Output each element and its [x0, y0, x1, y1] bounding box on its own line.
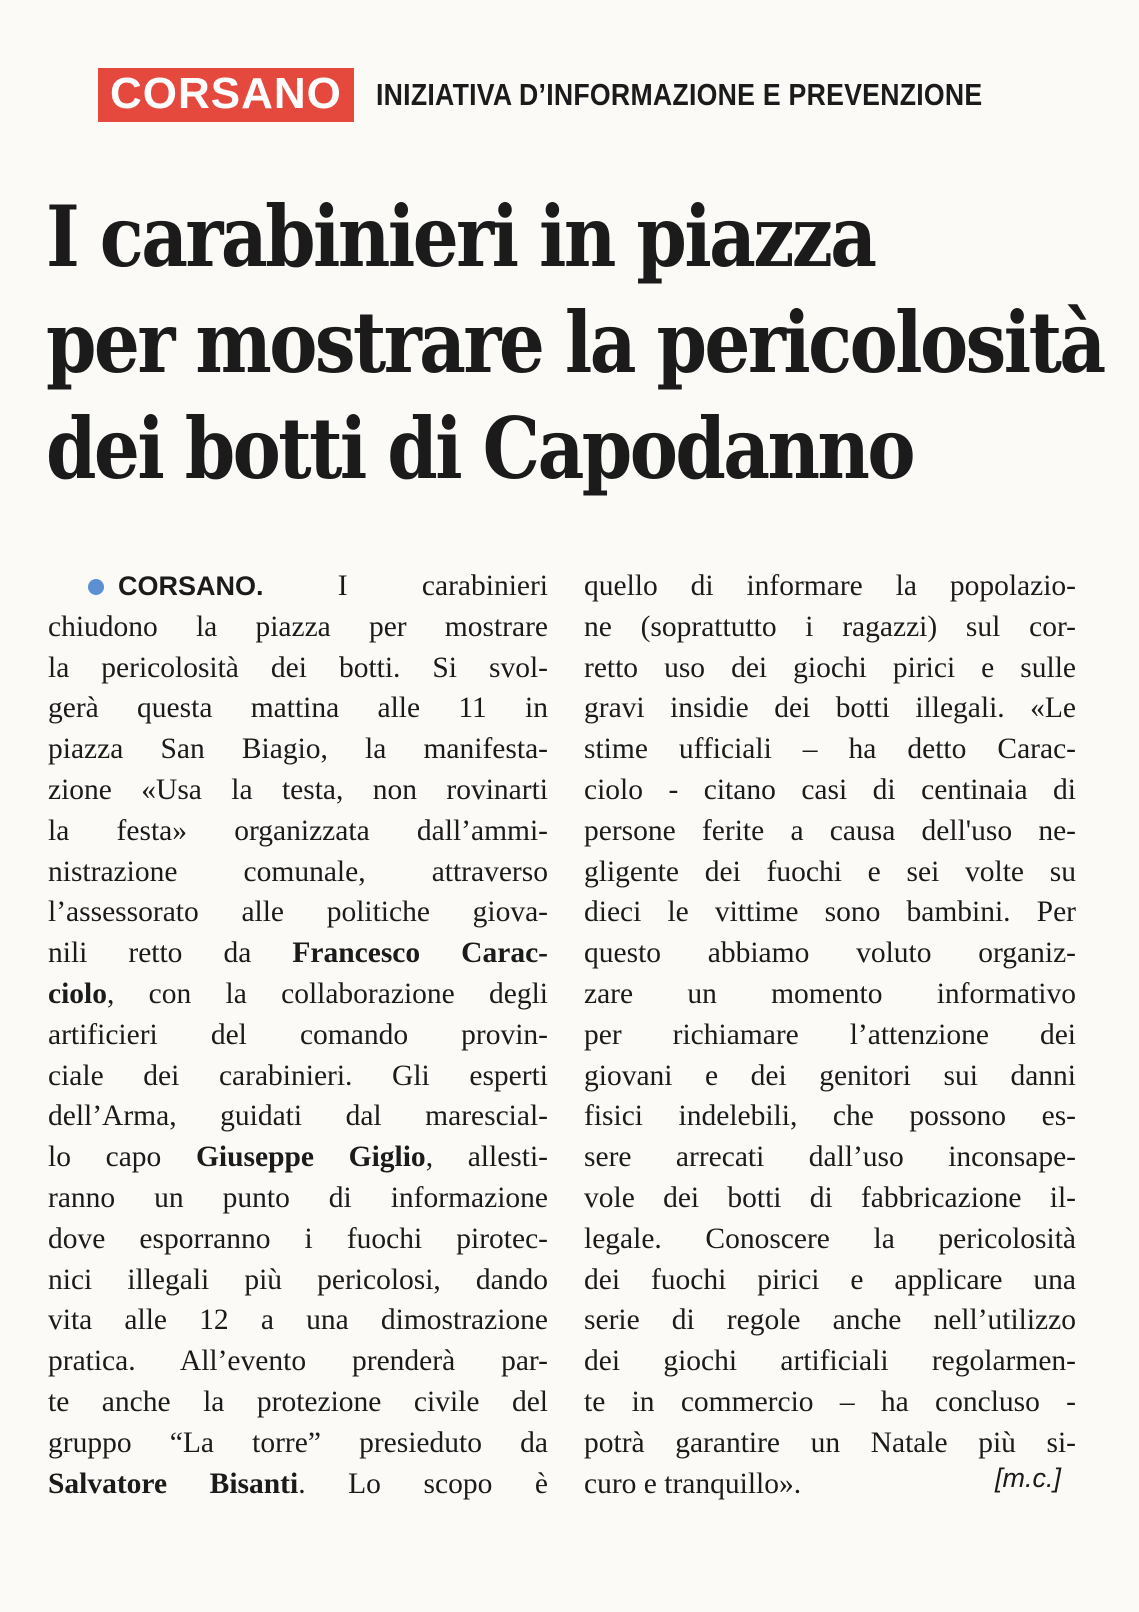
text-line: persone ferite a causa dell'uso ne- — [584, 814, 1076, 847]
person-name: Giuseppe Giglio — [195, 1141, 426, 1174]
text-line: lo capo Giuseppe Giglio, allesti- — [48, 1141, 548, 1174]
text-line: te anche la protezione civile del — [48, 1385, 548, 1418]
text-line: zione «Usa la testa, non rovinarti — [48, 773, 548, 806]
location-tag: CORSANO — [98, 68, 354, 122]
text-line: nici illegali più pericolosi, dando — [48, 1263, 548, 1296]
text-line: pratica. All’evento prenderà par- — [48, 1345, 548, 1378]
dateline: CORSANO. — [118, 571, 264, 601]
text-line: curo e tranquillo». — [584, 1467, 802, 1500]
person-name: Salvatore Bisanti — [48, 1467, 299, 1500]
person-name: ciolo — [48, 977, 107, 1010]
text-line: per richiamare l’attenzione dei — [584, 1018, 1076, 1051]
text-line: te in commercio – ha concluso - — [584, 1385, 1076, 1418]
text-line: dove esporranno i fuochi pirotec- — [48, 1222, 548, 1255]
text-line: CORSANO. I carabinieri — [48, 566, 548, 607]
article-column-2 — [584, 566, 1076, 1504]
text-line: dieci le vittime sono bambini. Per — [584, 896, 1076, 929]
text-line: dei giochi artificiali regolarmen- — [584, 1345, 1076, 1378]
text-line: gerà questa mattina alle 11 in — [48, 692, 548, 725]
text-line: giovani e dei genitori sui danni — [584, 1059, 1076, 1092]
text-line: zare un momento informativo — [584, 977, 1076, 1010]
text-line: la pericolosità dei botti. Si svol- — [48, 651, 548, 684]
section-label: INIZIATIVA D’INFORMAZIONE E PREVENZIONE — [375, 77, 983, 112]
person-name: Francesco Carac- — [292, 937, 548, 970]
text-line: piazza San Biagio, la manifesta- — [48, 733, 548, 766]
article-column-1 — [48, 566, 548, 1504]
text-line: ne (soprattutto i ragazzi) sul cor- — [584, 610, 1076, 643]
text-line: fisici indelebili, che possono es- — [584, 1100, 1076, 1133]
author-credit: [m.c.] — [995, 1463, 1061, 1493]
text-line: nili retto da Francesco Carac- — [48, 937, 548, 970]
text-line: sere arrecati dall’uso inconsape- — [584, 1141, 1076, 1174]
text-line: vita alle 12 a una dimostrazione — [48, 1304, 548, 1337]
headline — [46, 184, 1106, 502]
text-line: retto uso dei giochi pirici e sulle — [584, 651, 1076, 684]
text-line: gravi insidie dei botti illegali. «Le — [584, 692, 1076, 725]
kicker-bar — [98, 68, 1081, 122]
text-line: quello di informare la popolazio- — [584, 570, 1076, 602]
text-line: stime ufficiali – ha detto Carac- — [584, 733, 1076, 766]
text-line: nistrazione comunale, attraverso — [48, 855, 548, 888]
text-line: potrà garantire un Natale più si- — [584, 1426, 1076, 1459]
text-line: questo abbiamo voluto organiz- — [584, 937, 1076, 970]
text-line: la festa» organizzata dall’ammi- — [48, 814, 548, 847]
bullet-dot-icon — [88, 579, 104, 595]
text-line: Salvatore Bisanti. Lo scopo è — [48, 1467, 549, 1500]
text-line: gruppo “La torre” presieduto da — [48, 1426, 548, 1459]
headline-line: per mostrare la pericolosità — [46, 293, 1104, 392]
text-line: gligente dei fuochi e sei volte su — [584, 855, 1076, 888]
text-line: legale. Conoscere la pericolosità — [584, 1222, 1076, 1255]
text-line: artificieri del comando provin- — [48, 1018, 548, 1051]
text-line: chiudono la piazza per mostrare — [48, 610, 548, 643]
headline-line: I carabinieri in piazza — [46, 187, 875, 286]
text-line: ciolo - citano casi di centinaia di — [584, 773, 1076, 806]
text-line: dell’Arma, guidati dal marescial- — [48, 1100, 548, 1133]
text-line: ciolo, con la collaborazione degli — [48, 977, 548, 1010]
headline-line: dei botti di Capodanno — [46, 399, 913, 498]
text-line: vole dei botti di fabbricazione il- — [584, 1181, 1076, 1214]
text-line: serie di regole anche nell’utilizzo — [584, 1304, 1076, 1337]
text-line: l’assessorato alle politiche giova- — [48, 896, 548, 929]
text-line: dei fuochi pirici e applicare una — [584, 1263, 1076, 1296]
text-line: ciale dei carabinieri. Gli esperti — [48, 1059, 548, 1092]
text-line: ranno un punto di informazione — [48, 1181, 548, 1214]
